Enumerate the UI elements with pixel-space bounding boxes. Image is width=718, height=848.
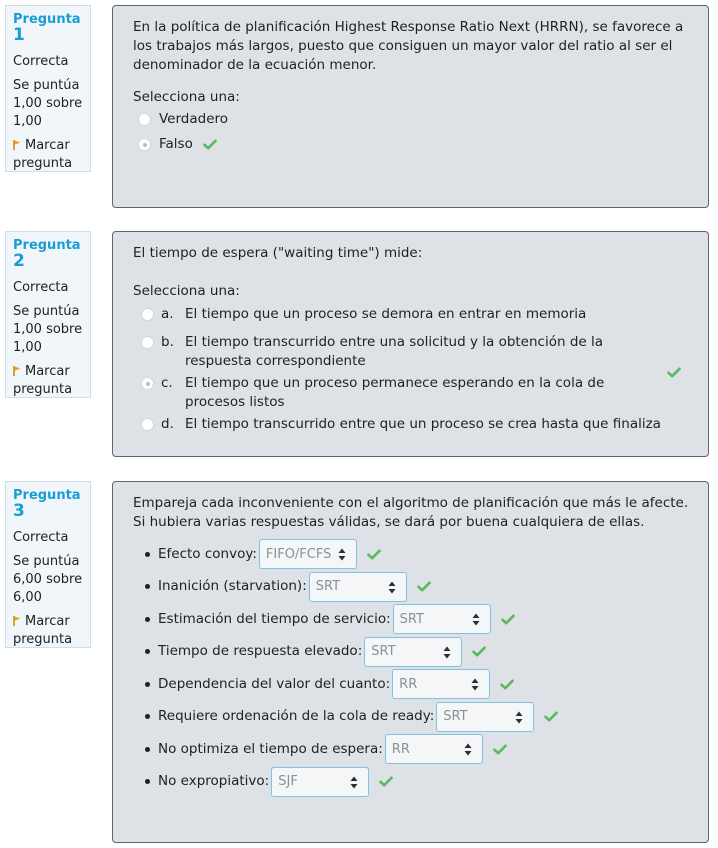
question-text: Empareja cada inconveniente con el algoritmo de planificación que más le afecte. Si hubiera varias respuestas válidas, se dará por buena cualquiera de ellas. [133, 495, 689, 530]
answer-prompt: Selecciona una: [133, 283, 240, 299]
answer-select[interactable] [385, 734, 483, 764]
option-a[interactable] [133, 305, 690, 333]
radio-c[interactable] [141, 377, 154, 390]
correct-check-icon [501, 614, 515, 625]
match-label: No optimiza el tiempo de espera: [158, 740, 383, 757]
bullet [145, 617, 150, 622]
bullet [145, 747, 150, 752]
match-label: Tiempo de respuesta elevado: [158, 643, 363, 660]
radio-d[interactable] [141, 418, 154, 431]
select-value: RR [391, 741, 410, 757]
answer-select[interactable] [364, 637, 462, 667]
match-label: Requiere ordenación de la cola de ready: [158, 708, 435, 725]
bullet [145, 779, 150, 784]
bullet [145, 552, 150, 557]
option-label: Falso [159, 136, 193, 152]
correct-check-icon [472, 646, 486, 657]
match-label: No expropiativo: [158, 773, 270, 790]
flag-icon [13, 366, 21, 376]
bullet [145, 714, 150, 719]
match-item [133, 538, 690, 571]
option-label: Verdadero [159, 111, 229, 127]
option-text: El tiempo que un proceso permanece esperando en la cola de procesos listos [185, 375, 605, 410]
question-text: En la política de planificación Highest Response Ratio Next (HRRN), se favorece a los trabajos más largos, puesto que consiguen un mayor valor del ratio al ser el denominador de la ecuación menor. [133, 19, 684, 73]
match-item [133, 733, 690, 766]
select-value: RR [399, 676, 418, 692]
correct-check-icon [367, 549, 381, 560]
question-state: Correcta [13, 530, 69, 545]
question-number: 3 [13, 501, 25, 521]
select-arrows-icon [515, 711, 523, 724]
question-content-3 [112, 481, 709, 843]
match-item [133, 701, 690, 734]
select-arrows-icon [471, 678, 479, 691]
option-text: El tiempo transcurrido entre una solicitud y la obtención de la respuesta correspondiente [185, 334, 604, 369]
question-grade: Se puntúa 6,00 sobre 6,00 [13, 554, 83, 605]
radio-a[interactable] [141, 308, 154, 321]
answer-select[interactable] [309, 572, 407, 602]
match-label: Inanición (starvation): [158, 578, 307, 595]
option-true[interactable] [133, 107, 690, 132]
match-item [133, 636, 690, 669]
select-value: SRT [443, 709, 468, 725]
select-arrows-icon [338, 548, 346, 561]
option-letter: a. [161, 306, 174, 322]
select-arrows-icon [350, 776, 358, 789]
question-state: Correcta [13, 54, 69, 69]
answer-select[interactable] [271, 767, 369, 797]
bullet [145, 682, 150, 687]
select-arrows-icon [464, 743, 472, 756]
bullet [145, 584, 150, 589]
answer-select[interactable] [436, 702, 534, 732]
correct-check-icon [544, 711, 558, 722]
option-letter: c. [161, 375, 173, 391]
question-grade: Se puntúa 1,00 sobre 1,00 [13, 78, 83, 129]
answer-select[interactable] [392, 669, 490, 699]
answer-select[interactable] [393, 604, 491, 634]
match-item [133, 603, 690, 636]
option-letter: d. [161, 416, 174, 432]
flag-question-link[interactable] [13, 613, 90, 649]
option-b[interactable] [133, 333, 690, 374]
select-arrows-icon [388, 581, 396, 594]
correct-check-icon [500, 679, 514, 690]
flag-label: Marcar pregunta [13, 364, 73, 397]
correct-check-icon [493, 744, 507, 755]
correct-check-icon [417, 581, 431, 592]
select-arrows-icon [472, 613, 480, 626]
answer-select[interactable] [259, 539, 357, 569]
radio-true[interactable] [138, 113, 151, 126]
question-content-1 [112, 5, 709, 208]
bullet [145, 649, 150, 654]
match-item [133, 571, 690, 604]
radio-b[interactable] [141, 336, 154, 349]
select-arrows-icon [443, 646, 451, 659]
match-label: Estimación del tiempo de servicio: [158, 610, 391, 627]
question-info-2 [5, 231, 91, 398]
question-state: Correcta [13, 280, 69, 295]
flag-label: Marcar pregunta [13, 614, 73, 647]
option-d[interactable] [133, 415, 690, 439]
question-info-3 [5, 481, 91, 648]
question-word: Pregunta [13, 238, 81, 253]
flag-question-link[interactable] [13, 363, 90, 399]
radio-false[interactable] [138, 138, 151, 151]
match-item [133, 766, 690, 799]
question-word: Pregunta [13, 12, 81, 27]
flag-icon [13, 140, 21, 150]
question-word: Pregunta [13, 488, 81, 503]
option-false[interactable] [133, 132, 690, 157]
question-number: 1 [13, 25, 25, 45]
question-content-2 [112, 231, 709, 457]
match-label: Dependencia del valor del cuanto: [158, 675, 391, 692]
select-value: SRT [315, 579, 341, 595]
select-value: SJF [278, 774, 298, 790]
correct-check-icon [667, 367, 681, 378]
option-letter: b. [161, 334, 174, 350]
option-text: El tiempo transcurrido entre que un proceso se crea hasta que finaliza [185, 416, 661, 432]
correct-check-icon [379, 776, 393, 787]
match-item [133, 668, 690, 701]
question-info-1 [5, 5, 91, 172]
select-value: SRT [371, 644, 396, 660]
option-c[interactable] [133, 374, 690, 415]
question-grade: Se puntúa 1,00 sobre 1,00 [13, 304, 83, 355]
flag-label: Marcar pregunta [13, 138, 73, 171]
select-value: FIFO/FCFS [265, 546, 332, 562]
question-text: El tiempo de espera ("waiting time") mide: [133, 245, 423, 261]
correct-check-icon [203, 139, 217, 150]
select-value: SRT [399, 611, 424, 627]
flag-icon [13, 616, 21, 626]
flag-question-link[interactable] [13, 137, 90, 173]
match-label: Efecto convoy: [158, 545, 257, 562]
answer-prompt: Selecciona una: [133, 89, 240, 105]
match-list [133, 538, 690, 798]
option-text: El tiempo que un proceso se demora en entrar en memoria [185, 306, 587, 322]
question-number: 2 [13, 251, 25, 271]
